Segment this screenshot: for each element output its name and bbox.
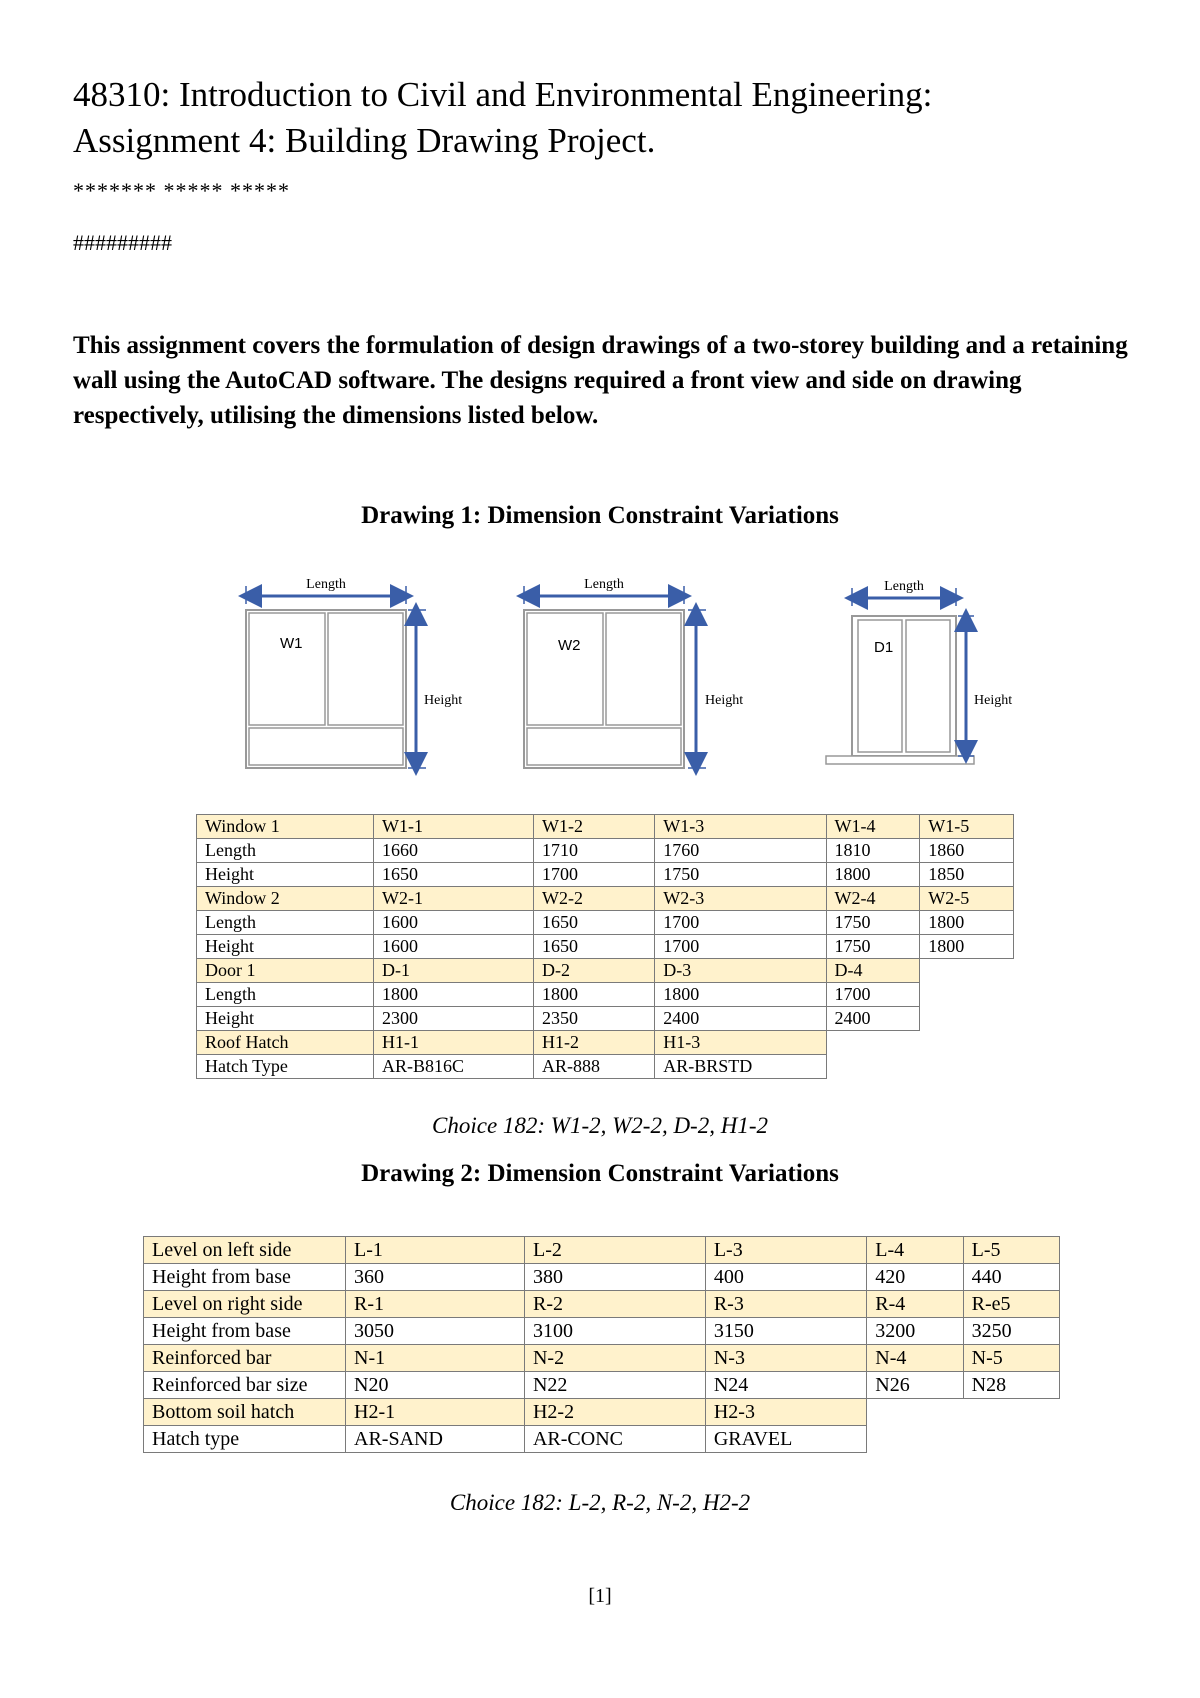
empty-cell <box>963 1426 1059 1453</box>
drawing2-dimension-table <box>143 1236 1060 1453</box>
w2-label: W2 <box>558 637 581 654</box>
row-label: Window 1 <box>197 815 374 839</box>
table-cell: N20 <box>346 1372 525 1399</box>
table-cell: 1750 <box>826 935 920 959</box>
table-cell: 420 <box>867 1264 963 1291</box>
drawing2-heading: Drawing 2: Dimension Constraint Variations <box>361 1160 839 1187</box>
table-cell: 1800 <box>374 983 534 1007</box>
drawing1-heading: Drawing 1: Dimension Constraint Variations <box>361 502 839 529</box>
w1-label: W1 <box>280 635 303 652</box>
empty-cell <box>867 1399 963 1426</box>
table-row <box>144 1345 1060 1372</box>
table-cell: R-4 <box>867 1291 963 1318</box>
table-cell: N-3 <box>705 1345 866 1372</box>
table-row <box>144 1237 1060 1264</box>
table-cell: 1750 <box>826 911 920 935</box>
table-cell: W2-1 <box>374 887 534 911</box>
table-row <box>197 815 1014 839</box>
empty-cell <box>963 1399 1059 1426</box>
table-cell: 1800 <box>920 935 1014 959</box>
table-cell: N26 <box>867 1372 963 1399</box>
table-row <box>197 911 1014 935</box>
table-cell: 400 <box>705 1264 866 1291</box>
row-label: Height <box>197 863 374 887</box>
empty-cell <box>920 1007 1014 1031</box>
drawing1-dimension-table <box>196 814 1014 1079</box>
table-cell: 1650 <box>534 935 655 959</box>
table-cell: N22 <box>524 1372 705 1399</box>
table-cell: W1-5 <box>920 815 1014 839</box>
table-cell: 380 <box>524 1264 705 1291</box>
w2-height-label: Height <box>705 693 744 708</box>
table-cell: N-2 <box>524 1345 705 1372</box>
redacted-id: ######### <box>73 230 172 255</box>
table-cell: L-1 <box>346 1237 525 1264</box>
d1-length-label: Length <box>884 579 924 594</box>
table-cell: H2-3 <box>705 1399 866 1426</box>
table-cell: R-1 <box>346 1291 525 1318</box>
table-cell: W2-2 <box>534 887 655 911</box>
table-cell: L-3 <box>705 1237 866 1264</box>
table-row <box>197 935 1014 959</box>
table-row <box>197 959 1014 983</box>
table-cell: N24 <box>705 1372 866 1399</box>
d1-height-label: Height <box>974 693 1013 708</box>
redacted-name: ******* ***** ***** <box>73 178 290 203</box>
table-cell: H2-2 <box>524 1399 705 1426</box>
intro-paragraph: This assignment covers the formulation of design drawings of a two-storey building and a retaining wall using the AutoCAD software. The designs required a front view and side on drawing respectively, utilising the dimensions listed below. <box>73 332 1128 429</box>
table-cell: 1600 <box>374 911 534 935</box>
table-cell: W2-3 <box>655 887 826 911</box>
table-cell: AR-CONC <box>524 1426 705 1453</box>
title-line-1: 48310: Introduction to Civil and Environmental Engineering: <box>73 75 933 114</box>
table-row <box>144 1264 1060 1291</box>
table-row <box>197 983 1014 1007</box>
title-line-2: Assignment 4: Building Drawing Project. <box>73 121 656 160</box>
table-cell: 1860 <box>920 839 1014 863</box>
row-label: Level on right side <box>144 1291 346 1318</box>
row-label: Reinforced bar size <box>144 1372 346 1399</box>
row-label: Length <box>197 911 374 935</box>
table-cell: D-2 <box>534 959 655 983</box>
row-label: Bottom soil hatch <box>144 1399 346 1426</box>
table-cell: D-1 <box>374 959 534 983</box>
empty-cell <box>920 959 1014 983</box>
table-cell: R-2 <box>524 1291 705 1318</box>
table-row <box>144 1291 1060 1318</box>
table-cell: D-3 <box>655 959 826 983</box>
table-cell: 1850 <box>920 863 1014 887</box>
empty-cell <box>920 1055 1014 1079</box>
table-row <box>197 1055 1014 1079</box>
table-cell: 3250 <box>963 1318 1059 1345</box>
table-row <box>197 887 1014 911</box>
table-cell: H1-3 <box>655 1031 826 1055</box>
table-cell: 1700 <box>655 935 826 959</box>
table-cell: 1750 <box>655 863 826 887</box>
row-label: Height <box>197 1007 374 1031</box>
table-cell: W2-5 <box>920 887 1014 911</box>
window-2-diagram <box>524 577 743 768</box>
table-cell: 1800 <box>655 983 826 1007</box>
row-label: Height <box>197 935 374 959</box>
table-row <box>144 1372 1060 1399</box>
empty-cell <box>826 1055 920 1079</box>
table-cell: 2300 <box>374 1007 534 1031</box>
row-label: Hatch type <box>144 1426 346 1453</box>
table-cell: AR-B816C <box>374 1055 534 1079</box>
row-label: Length <box>197 839 374 863</box>
window-1-diagram <box>246 577 462 768</box>
row-label: Hatch Type <box>197 1055 374 1079</box>
table-cell: H2-1 <box>346 1399 525 1426</box>
d1-label: D1 <box>874 639 894 656</box>
table-cell: N28 <box>963 1372 1059 1399</box>
table-cell: 1700 <box>826 983 920 1007</box>
empty-cell <box>920 1031 1014 1055</box>
table-cell: 440 <box>963 1264 1059 1291</box>
row-label: Length <box>197 983 374 1007</box>
empty-cell <box>867 1426 963 1453</box>
table-cell: 1800 <box>534 983 655 1007</box>
table-row <box>144 1399 1060 1426</box>
table-row <box>197 1007 1014 1031</box>
table-cell: 1710 <box>534 839 655 863</box>
table-cell: 1650 <box>374 863 534 887</box>
table-cell: N-5 <box>963 1345 1059 1372</box>
table-cell: 360 <box>346 1264 525 1291</box>
table-cell: 2400 <box>655 1007 826 1031</box>
opening-diagrams <box>230 570 1013 790</box>
row-label: Door 1 <box>197 959 374 983</box>
drawing2-choice: Choice 182: L-2, R-2, N-2, H2-2 <box>449 1490 751 1515</box>
row-label: Height from base <box>144 1264 346 1291</box>
w1-length-label: Length <box>306 577 346 592</box>
table-cell: 1650 <box>534 911 655 935</box>
table-cell: N-4 <box>867 1345 963 1372</box>
table-cell: R-e5 <box>963 1291 1059 1318</box>
empty-cell <box>920 983 1014 1007</box>
table-cell: L-4 <box>867 1237 963 1264</box>
page-number: [1] <box>588 1585 612 1607</box>
table-cell: 1700 <box>655 911 826 935</box>
empty-cell <box>826 1031 920 1055</box>
table-cell: L-2 <box>524 1237 705 1264</box>
table-cell: D-4 <box>826 959 920 983</box>
table-row <box>144 1318 1060 1345</box>
table-cell: 3150 <box>705 1318 866 1345</box>
table-cell: L-5 <box>963 1237 1059 1264</box>
table-cell: 2400 <box>826 1007 920 1031</box>
table-row <box>197 1031 1014 1055</box>
table-cell: W1-3 <box>655 815 826 839</box>
table-cell: N-1 <box>346 1345 525 1372</box>
row-label: Level on left side <box>144 1237 346 1264</box>
w2-length-label: Length <box>584 577 624 592</box>
table-cell: 1800 <box>826 863 920 887</box>
table-cell: W1-1 <box>374 815 534 839</box>
row-label: Window 2 <box>197 887 374 911</box>
table-row <box>144 1426 1060 1453</box>
table-cell: H1-2 <box>534 1031 655 1055</box>
table-cell: AR-BRSTD <box>655 1055 826 1079</box>
table-cell: 1800 <box>920 911 1014 935</box>
document-title <box>73 72 932 164</box>
table-cell: H1-1 <box>374 1031 534 1055</box>
table-cell: AR-888 <box>534 1055 655 1079</box>
drawing1-choice: Choice 182: W1-2, W2-2, D-2, H1-2 <box>432 1113 768 1138</box>
table-cell: W1-2 <box>534 815 655 839</box>
table-cell: R-3 <box>705 1291 866 1318</box>
table-cell: GRAVEL <box>705 1426 866 1453</box>
table-cell: 1760 <box>655 839 826 863</box>
table-cell: 2350 <box>534 1007 655 1031</box>
row-label: Reinforced bar <box>144 1345 346 1372</box>
table-cell: 1660 <box>374 839 534 863</box>
table-cell: W2-4 <box>826 887 920 911</box>
table-cell: 3200 <box>867 1318 963 1345</box>
w1-height-label: Height <box>424 693 463 708</box>
table-cell: W1-4 <box>826 815 920 839</box>
table-cell: 1600 <box>374 935 534 959</box>
row-label: Height from base <box>144 1318 346 1345</box>
row-label: Roof Hatch <box>197 1031 374 1055</box>
table-cell: AR-SAND <box>346 1426 525 1453</box>
table-cell: 3050 <box>346 1318 525 1345</box>
door-1-diagram <box>826 579 1012 764</box>
table-cell: 1700 <box>534 863 655 887</box>
table-row <box>197 839 1014 863</box>
table-cell: 1810 <box>826 839 920 863</box>
table-row <box>197 863 1014 887</box>
table-cell: 3100 <box>524 1318 705 1345</box>
